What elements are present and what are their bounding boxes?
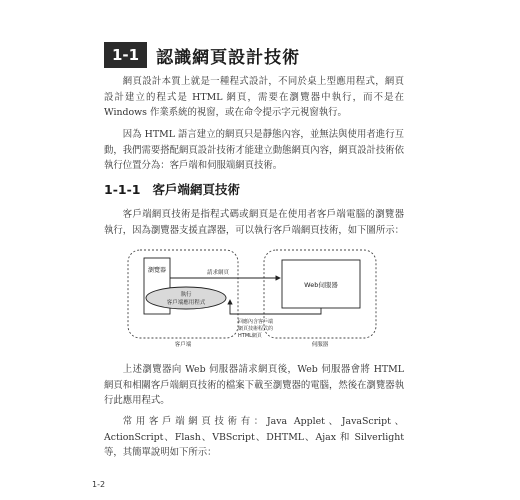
chapter-heading (104, 42, 300, 68)
request-label: 請求網頁 (206, 270, 230, 276)
response-label-line3: HTML網頁 (238, 333, 262, 339)
ellipse-label-line1: 執行 (180, 292, 192, 298)
web-server-label: Web伺服器 (304, 281, 338, 289)
section-number: 1-1-1 (104, 182, 141, 197)
client-server-diagram (126, 248, 386, 348)
paragraph-common-tech: 常用客戶端網頁技術有：Java Applet、JavaScript、ActionScript、Flash、VBScript、DHTML、Ajax 和 Silverlight 等，其簡單說明如下所示： (104, 416, 404, 458)
paragraph-client-side: 客戶端網頁技術是指程式碼或網頁是在使用者客戶端電腦的瀏覽器執行，因為瀏覽器支援直譯器，可以執行客戶端網頁技術，如下圖所示： (104, 209, 405, 236)
response-label-line1: 回應內含客戶端 (238, 319, 274, 325)
server-region-label: 伺服器 (311, 342, 329, 348)
browser-label: 瀏覽器 (147, 267, 167, 274)
client-region-label: 客戶端 (174, 342, 192, 348)
page-number: 1-2 (92, 480, 106, 489)
section-title: 客戶端網頁技術 (152, 182, 240, 197)
ellipse-label-line2: 客戶端應用程式 (166, 300, 206, 306)
response-label-line2: 網頁技術程式的 (238, 326, 274, 332)
chapter-title: 認識網頁設計技術 (156, 47, 301, 68)
section-heading (104, 180, 240, 198)
chapter-number: 1-1 (104, 42, 147, 68)
paragraph-intro: 網頁設計本質上就是一種程式設計，不同於桌上型應用程式，網頁設計建立的程式是 HTML 網頁，需要在瀏覽器中執行，而不是在 Windows 作業系統的視窗，或在命令提示字元視窗執行。 (104, 76, 404, 118)
paragraph-request-flow: 上述瀏覽器向 Web 伺服器請求網頁後，Web 伺服器會將 HTML 網頁和相關客戶端網頁技術的檔案下載至瀏覽器的電腦，然後在瀏覽器執行此應用程式。 (104, 364, 405, 406)
diagram-svg (126, 248, 386, 348)
paragraph-static-content: 因為 HTML 語言建立的網頁只是靜態內容，並無法與使用者進行互動，我們需要搭配網頁設計技術才能建立動態網頁內容，網頁設計技術依執行位置分為：客戶端和伺服端網頁技術。 (104, 129, 405, 171)
